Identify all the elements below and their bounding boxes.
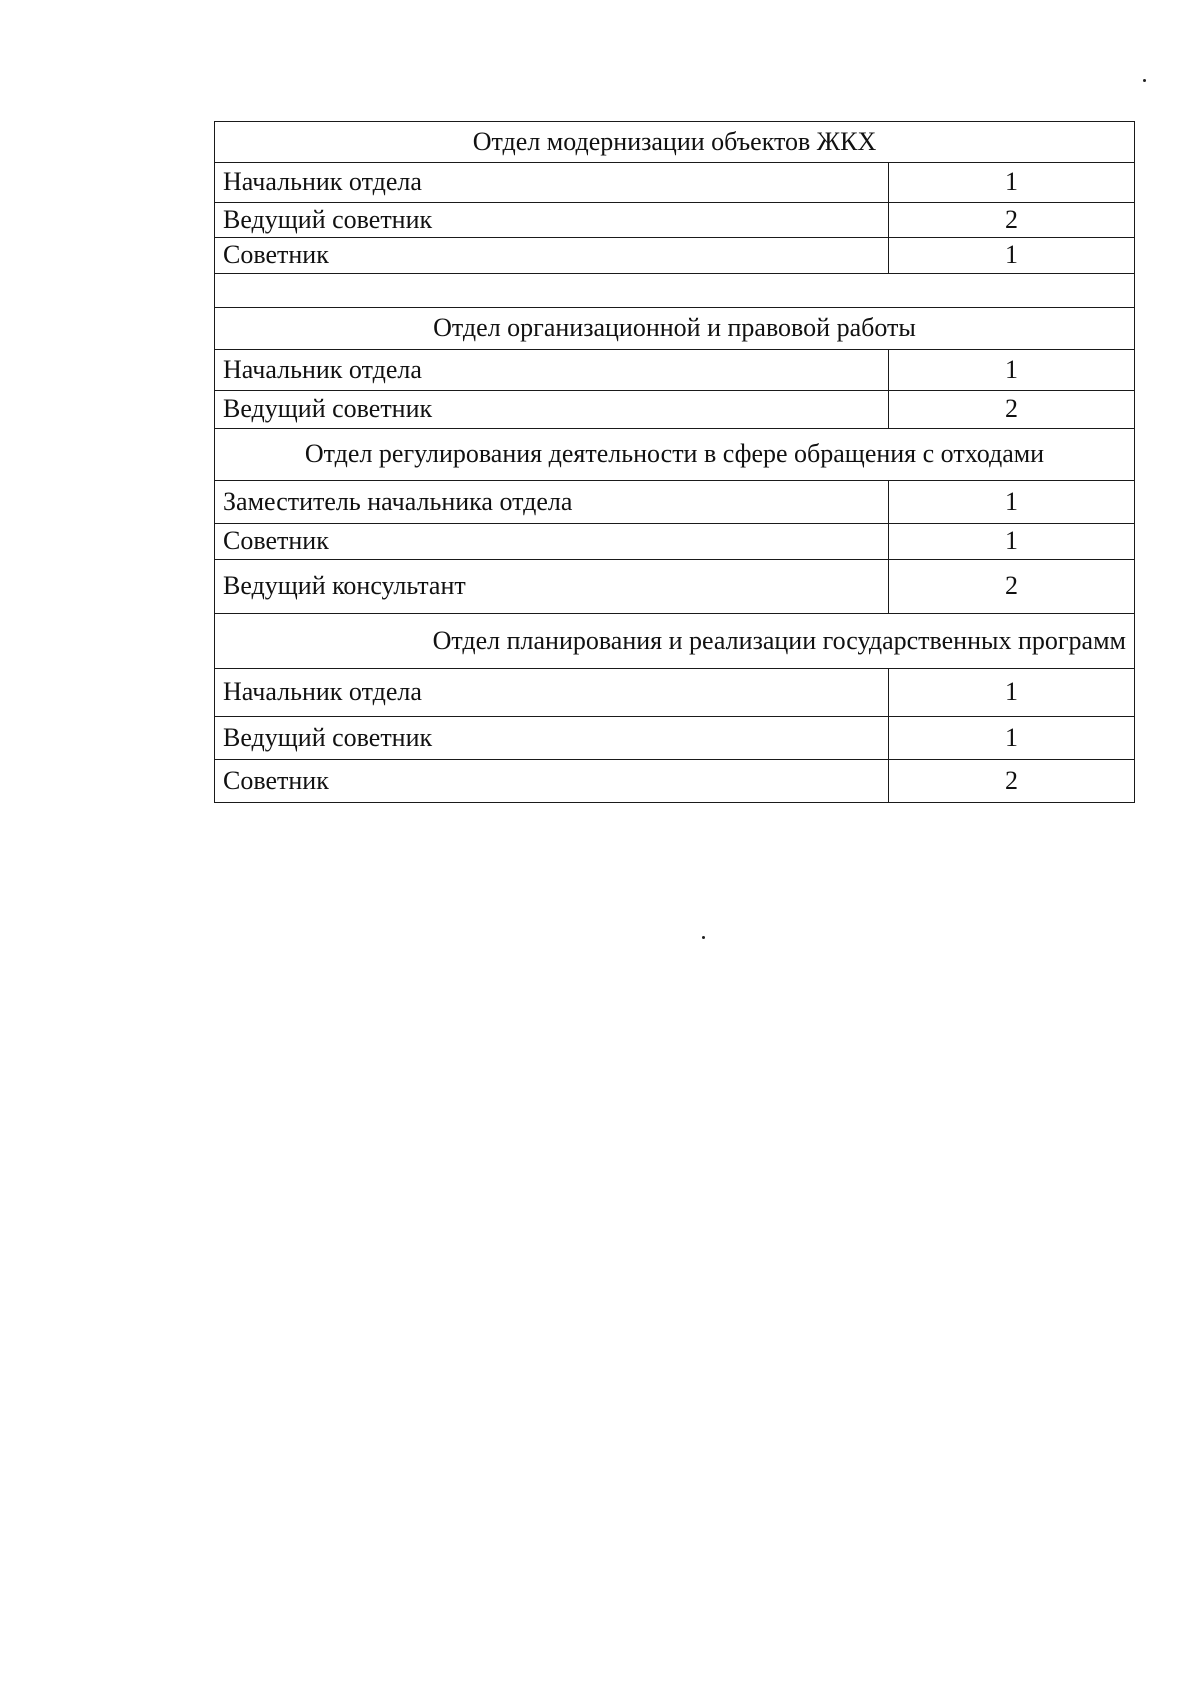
position-cell: Советник	[215, 760, 889, 803]
count-cell: 1	[889, 163, 1135, 203]
count-cell: 2	[889, 760, 1135, 803]
position-cell: Советник	[215, 524, 889, 560]
staff-table	[214, 121, 1135, 803]
count-cell: 1	[889, 238, 1135, 274]
table-row	[215, 481, 1135, 524]
position-cell: Заместитель начальника отдела	[215, 481, 889, 524]
count-cell: 1	[889, 524, 1135, 560]
position-cell: Начальник отдела	[215, 163, 889, 203]
department-title: Отдел организационной и правовой работы	[215, 308, 1135, 350]
table-row	[215, 560, 1135, 614]
count-cell: 2	[889, 203, 1135, 238]
scan-speck	[702, 936, 705, 939]
table-row	[215, 350, 1135, 391]
position-cell: Ведущий консультант	[215, 560, 889, 614]
table-row	[215, 203, 1135, 238]
blank-cell	[215, 274, 1135, 308]
position-cell: Ведущий советник	[215, 717, 889, 760]
department-title: Отдел модернизации объектов ЖКХ	[215, 122, 1135, 163]
position-cell: Начальник отдела	[215, 669, 889, 717]
count-cell: 1	[889, 350, 1135, 391]
table-row	[215, 524, 1135, 560]
blank-separator-row	[215, 274, 1135, 308]
department-title: Отдел регулирования деятельности в сфере обращения с отходами	[215, 429, 1135, 481]
count-cell: 1	[889, 481, 1135, 524]
count-cell: 2	[889, 560, 1135, 614]
position-cell: Ведущий советник	[215, 391, 889, 429]
table-row	[215, 391, 1135, 429]
department-header-row	[215, 122, 1135, 163]
position-cell: Начальник отдела	[215, 350, 889, 391]
table-row	[215, 238, 1135, 274]
position-cell: Советник	[215, 238, 889, 274]
table-row	[215, 717, 1135, 760]
table-row	[215, 669, 1135, 717]
count-cell: 2	[889, 391, 1135, 429]
department-header-row	[215, 614, 1135, 669]
department-header-row	[215, 308, 1135, 350]
count-cell: 1	[889, 669, 1135, 717]
department-header-row	[215, 429, 1135, 481]
count-cell: 1	[889, 717, 1135, 760]
scan-speck	[1143, 79, 1146, 82]
table-row	[215, 760, 1135, 803]
department-title: Отдел планирования и реализации государственных программ	[215, 614, 1135, 669]
position-cell: Ведущий советник	[215, 203, 889, 238]
table-row	[215, 163, 1135, 203]
